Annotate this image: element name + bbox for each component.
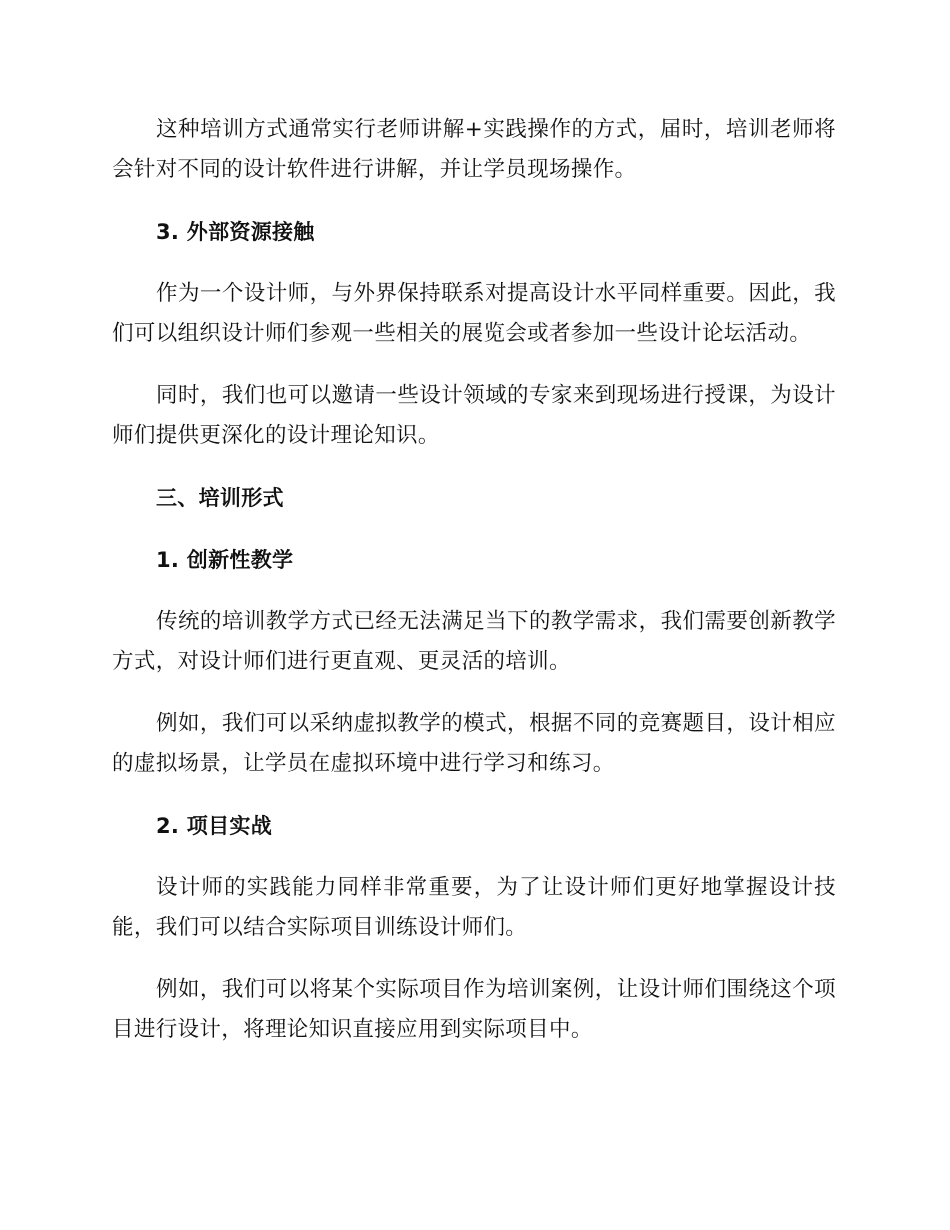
paragraph-virtual-teaching: 例如，我们可以采纳虚拟教学的模式，根据不同的竞赛题目，设计相应的虚拟场景，让学员在虚拟环境中进行学习和练习。 — [112, 711, 836, 776]
paragraph-project-case: 例如，我们可以将某个实际项目作为培训案例，让设计师们围绕这个项目进行设计，将理论知识直接应用到实际项目中。 — [112, 977, 836, 1042]
heading-external-resources: 3. 外部资源接触 — [156, 220, 315, 244]
paragraph-invite-experts: 同时，我们也可以邀请一些设计领域的专家来到现场进行授课，为设计师们提供更深化的设计理论知识。 — [112, 383, 836, 448]
paragraph-training-method: 这种培训方式通常实行老师讲解+实践操作的方式，届时，培训老师将会针对不同的设计软件进行讲解，并让学员现场操作。 — [112, 117, 836, 182]
paragraph-practical-ability: 设计师的实践能力同样非常重要，为了让设计师们更好地掌握设计技能，我们可以结合实际项目训练设计师们。 — [112, 875, 836, 940]
heading-training-format: 三、培训形式 — [156, 486, 284, 510]
paragraph-traditional-teaching: 传统的培训教学方式已经无法满足当下的教学需求，我们需要创新教学方式，对设计师们进行更直观、更灵活的培训。 — [112, 609, 836, 674]
document-body — [112, 110, 836, 1072]
heading-project-practice: 2. 项目实战 — [156, 814, 272, 838]
paragraph-external-contact: 作为一个设计师，与外界保持联系对提高设计水平同样重要。因此，我们可以组织设计师们参观一些相关的展览会或者参加一些设计论坛活动。 — [112, 281, 836, 346]
heading-innovative-teaching: 1. 创新性教学 — [156, 548, 294, 572]
